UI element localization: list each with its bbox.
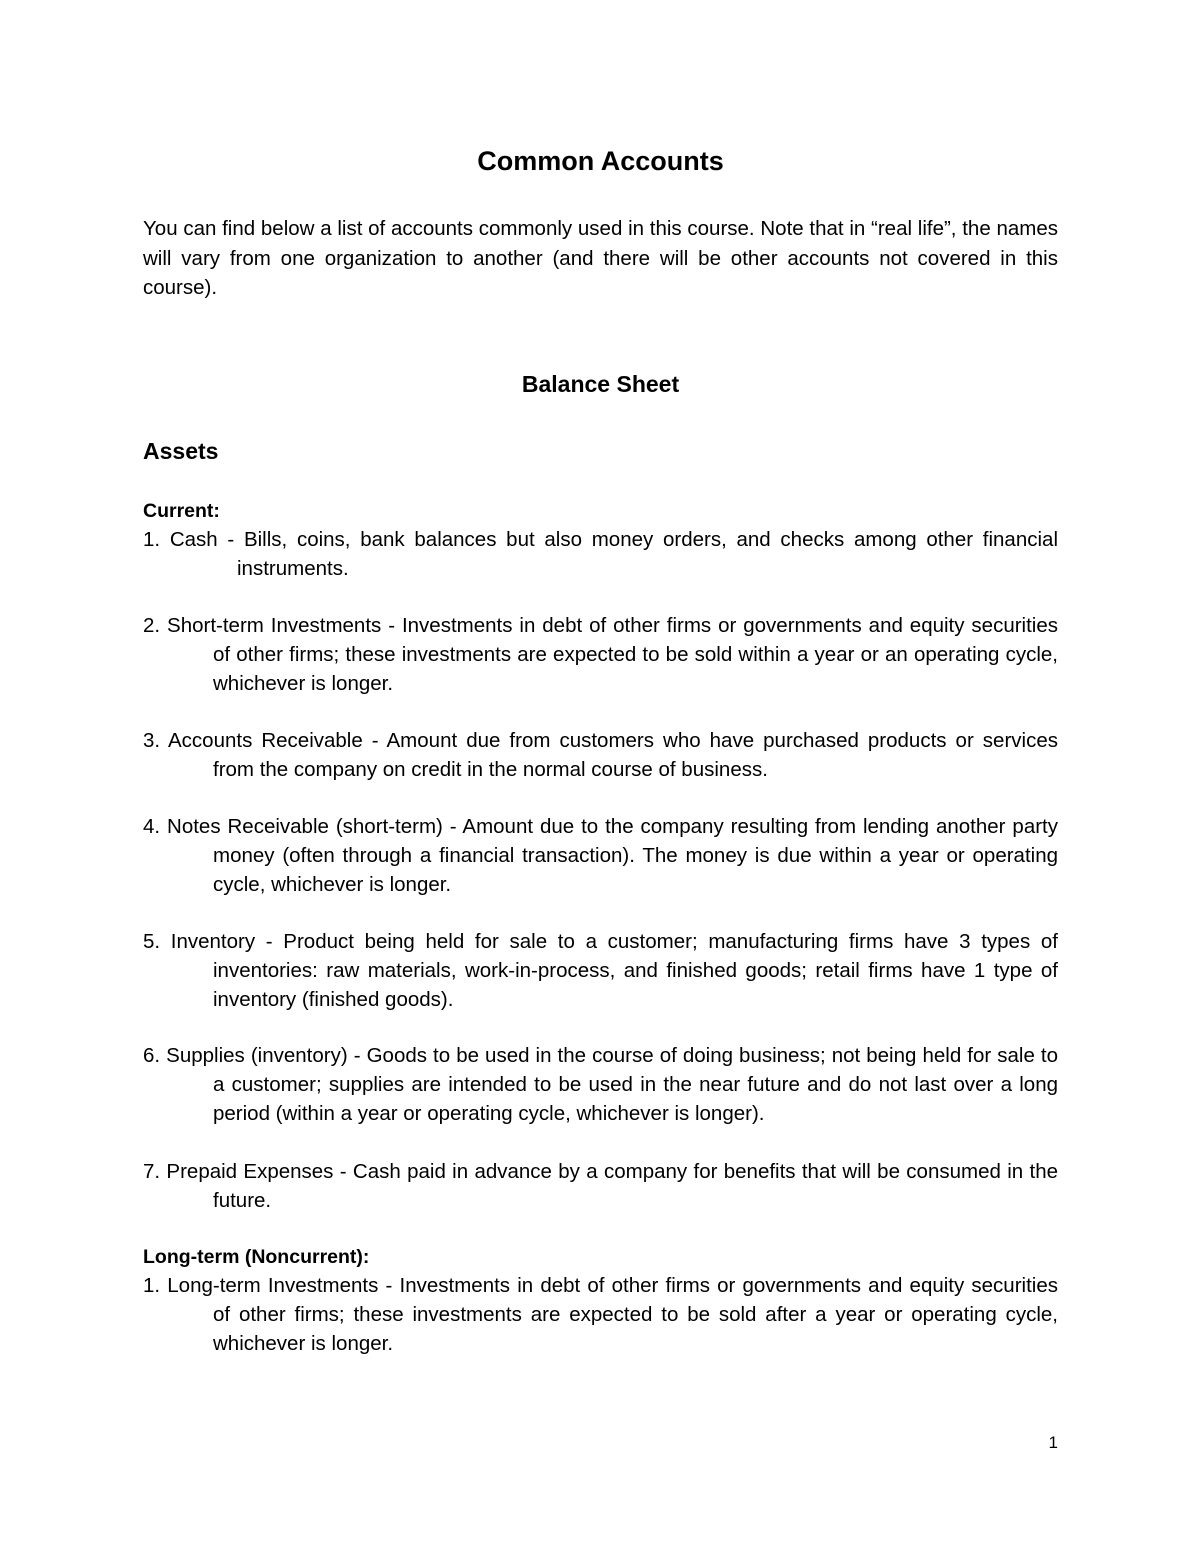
document-page bbox=[143, 0, 1058, 1553]
group-label-long-term: Long-term (Noncurrent): bbox=[143, 1246, 370, 1268]
list-item-inventory: 5. Inventory - Product being held for sale to a customer; manufacturing firms have 3 types of inventories: raw materials, work-in-process, and finished goods; retail firms have 1 type of inventory (finished goods). bbox=[143, 930, 1058, 1011]
subheading-assets: Assets bbox=[143, 438, 219, 464]
intro-paragraph: You can find below a list of accounts commonly used in this course. Note that in “real life”, the names will vary from one organization to another (and there will be other accounts not covered in this course). bbox=[143, 217, 1058, 299]
list-item-long-term-investments: 1. Long-term Investments - Investments in debt of other firms or governments and equity securities of other firms; these investments are expected to be sold after a year or operating cycle, whichever is longer. bbox=[143, 1274, 1058, 1355]
list-item-supplies: 6. Supplies (inventory) - Goods to be used in the course of doing business; not being held for sale to a customer; supplies are intended to be used in the near future and do not last over a long period (within a year or operating cycle, whichever is longer). bbox=[143, 1044, 1058, 1125]
list-item-notes-receivable: 4. Notes Receivable (short-term) - Amount due to the company resulting from lending another party money (often through a financial transaction). The money is due within a year or operating cycle, whichever is longer. bbox=[143, 815, 1058, 896]
section-heading-balance-sheet: Balance Sheet bbox=[521, 371, 680, 397]
list-item-short-term-investments: 2. Short-term Investments - Investments in debt of other firms or governments and equity securities of other firms; these investments are expected to be sold within a year or an operating cycle, whichever is longer. bbox=[143, 614, 1058, 695]
list-item-accounts-receivable: 3. Accounts Receivable - Amount due from customers who have purchased products or services from the company on credit in the normal course of business. bbox=[143, 729, 1058, 781]
page-number: 1 bbox=[1048, 1433, 1058, 1452]
group-label-current: Current: bbox=[143, 500, 220, 522]
list-item-prepaid-expenses: 7. Prepaid Expenses - Cash paid in advance by a company for benefits that will be consumed in the future. bbox=[143, 1160, 1058, 1212]
document-title: Common Accounts bbox=[477, 146, 724, 176]
list-item-cash: 1. Cash - Bills, coins, bank balances but also money orders, and checks among other financial instruments. bbox=[143, 528, 1058, 580]
